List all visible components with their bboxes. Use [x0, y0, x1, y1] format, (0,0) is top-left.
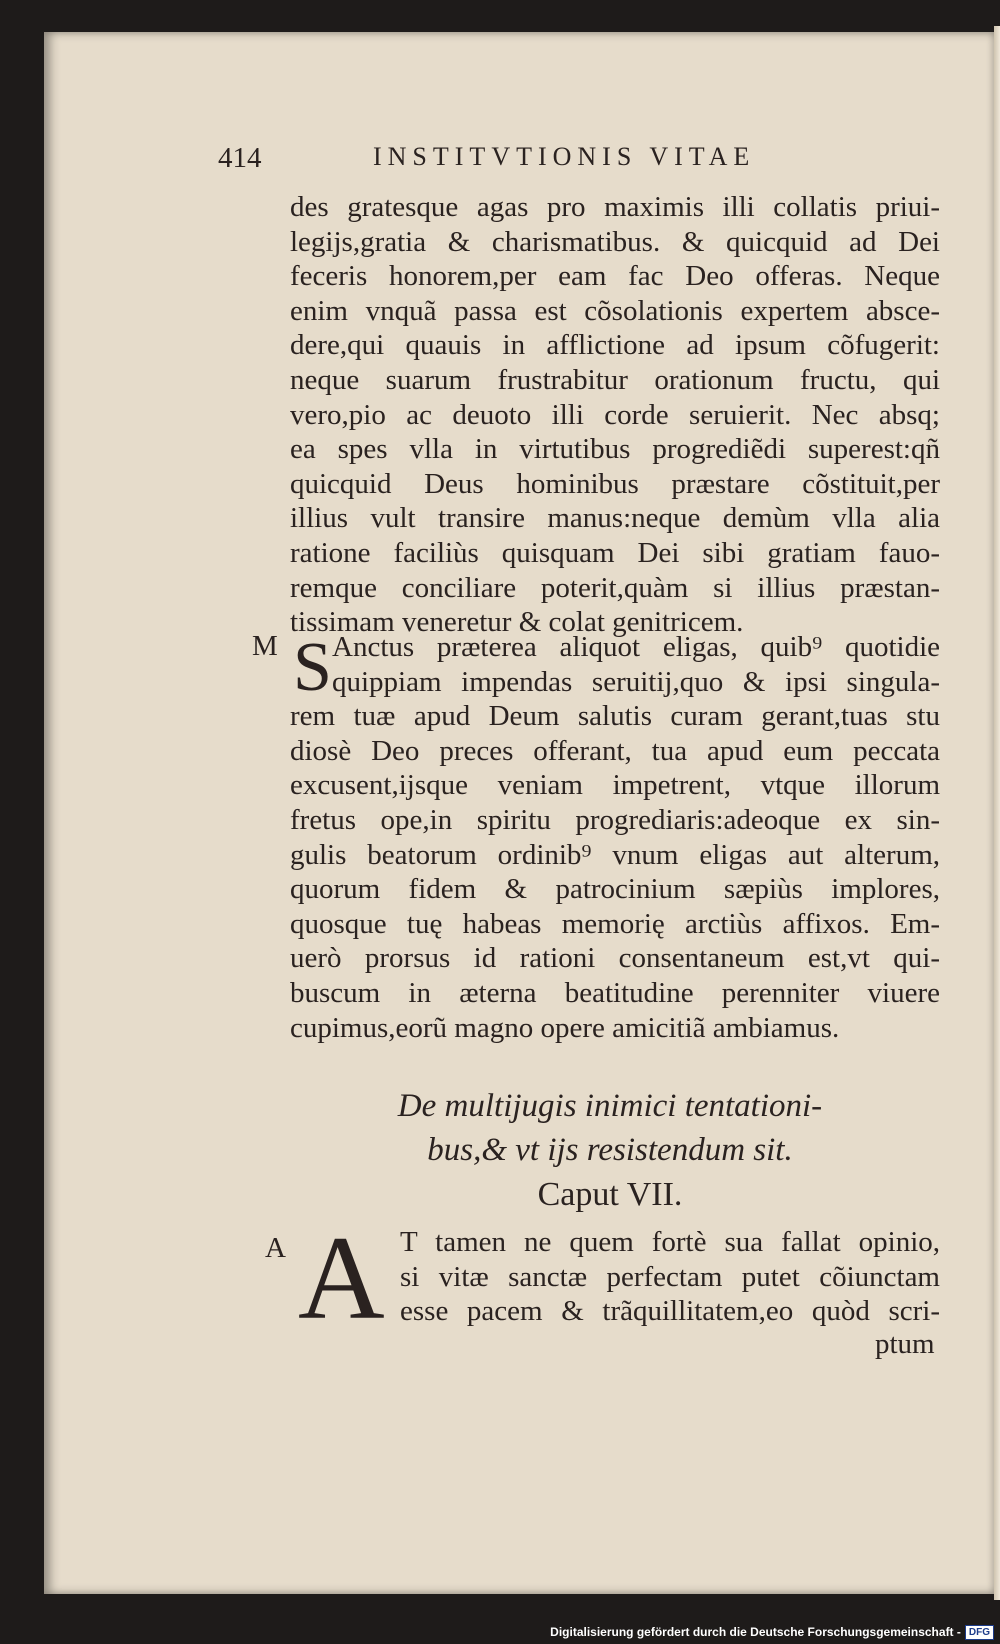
page-number: 414: [218, 142, 262, 174]
text-line: quosque tuę habeas memorię arctiùs affixos. Em-: [290, 907, 940, 940]
text-line: buscum in æterna beatitudine perenniter viuere: [290, 976, 940, 1009]
text-line: rem tuæ apud Deum salutis curam gerant,tuas stu: [290, 700, 940, 733]
text-line: quippiam impendas seruitij,quo & ipsi singula-: [332, 665, 940, 698]
text-line: neque suarum frustrabitur orationum fructu, qui: [290, 363, 940, 396]
text-line: dere,qui quauis in afflictione ad ipsum cõfugerit:: [290, 329, 940, 362]
text-line: quorum fidem & patrocinium sæpiùs implores,: [290, 873, 940, 906]
page-header: [218, 142, 848, 182]
page-edge: [994, 26, 1000, 1600]
text-line: illius vult transire manus:neque demùm vlla alia: [290, 502, 940, 535]
chapter-heading-line-2: bus,& vt ijs resistendum sit.: [427, 1132, 793, 1168]
text-line: esse pacem & trãquillitatem,eo quòd scri-: [400, 1295, 940, 1328]
paragraph-1: [290, 190, 940, 640]
text-line: remque conciliare poterit,quàm si illius præstan-: [290, 571, 940, 604]
dfg-logo: DFG: [965, 1625, 994, 1640]
text-line: enim vnquã passa est cõsolationis expertem absce-: [290, 294, 940, 327]
text-line: vero,pio ac deuoto illi corde seruierit. Nec absq;: [290, 398, 940, 431]
text-line: des gratesque agas pro maximis illi collatis priui-: [290, 191, 940, 223]
marginal-letter-a: A: [265, 1232, 286, 1264]
text-line: fretus ope,in spiritu progrediaris:adeoque ex sin-: [290, 803, 940, 836]
running-head: INSTITVTIONIS VITAE: [373, 142, 756, 171]
text-line: tissimam veneretur & colat genitricem.: [290, 606, 744, 639]
text-line: feceris honorem,per eam fac Deo offeras. Neque: [290, 260, 940, 293]
text-line: legijs,gratia & charismatibus. & quicquid ad Dei: [290, 225, 940, 258]
text-line: si vitæ sanctæ perfectam putet cõiunctam: [400, 1260, 940, 1293]
text-line: cupimus,eorũ magno opere amicitiã ambiamus.: [290, 1011, 840, 1044]
marginal-letter-m: M: [252, 630, 278, 662]
initial-letter-s: S: [293, 629, 332, 706]
footer-credit: Digitalisierung gefördert durch die Deutsche Forschungsgemeinschaft -: [550, 1625, 961, 1639]
text-line: excusent,ijsque veniam impetrent, vtque illorum: [290, 769, 940, 802]
text-line: gulis beatorum ordinib⁹ vnum eligas aut alterum,: [290, 838, 940, 871]
text-line: ratione faciliùs quisquam Dei sibi gratiam fauo-: [290, 536, 940, 569]
text-line: ea spes vlla in virtutibus progrediẽdi superest:qñ: [290, 433, 940, 466]
text-line: quicquid Deus hominibus præstare cõstituit,per: [290, 467, 940, 500]
paragraph-2: [290, 630, 940, 1045]
chapter-number: Caput VII.: [537, 1176, 683, 1213]
catchword: ptum: [875, 1328, 935, 1360]
chapter-heading-line-1: De multijugis inimici tentationi-: [397, 1088, 823, 1124]
paragraph-3: [400, 1225, 940, 1329]
text-line: diosè Deo preces offerant, tua apud eum peccata: [290, 734, 940, 767]
text-line: T tamen ne quem fortè sua fallat opinio,: [400, 1226, 940, 1258]
text-line: uerò prorsus id rationi consentaneum est,vt qui-: [290, 942, 940, 975]
initial-letter-a: A: [298, 1211, 385, 1344]
digitization-footer: [550, 1622, 994, 1642]
text-line: Anctus præterea aliquot eligas, quib⁹ quotidie: [332, 631, 940, 663]
